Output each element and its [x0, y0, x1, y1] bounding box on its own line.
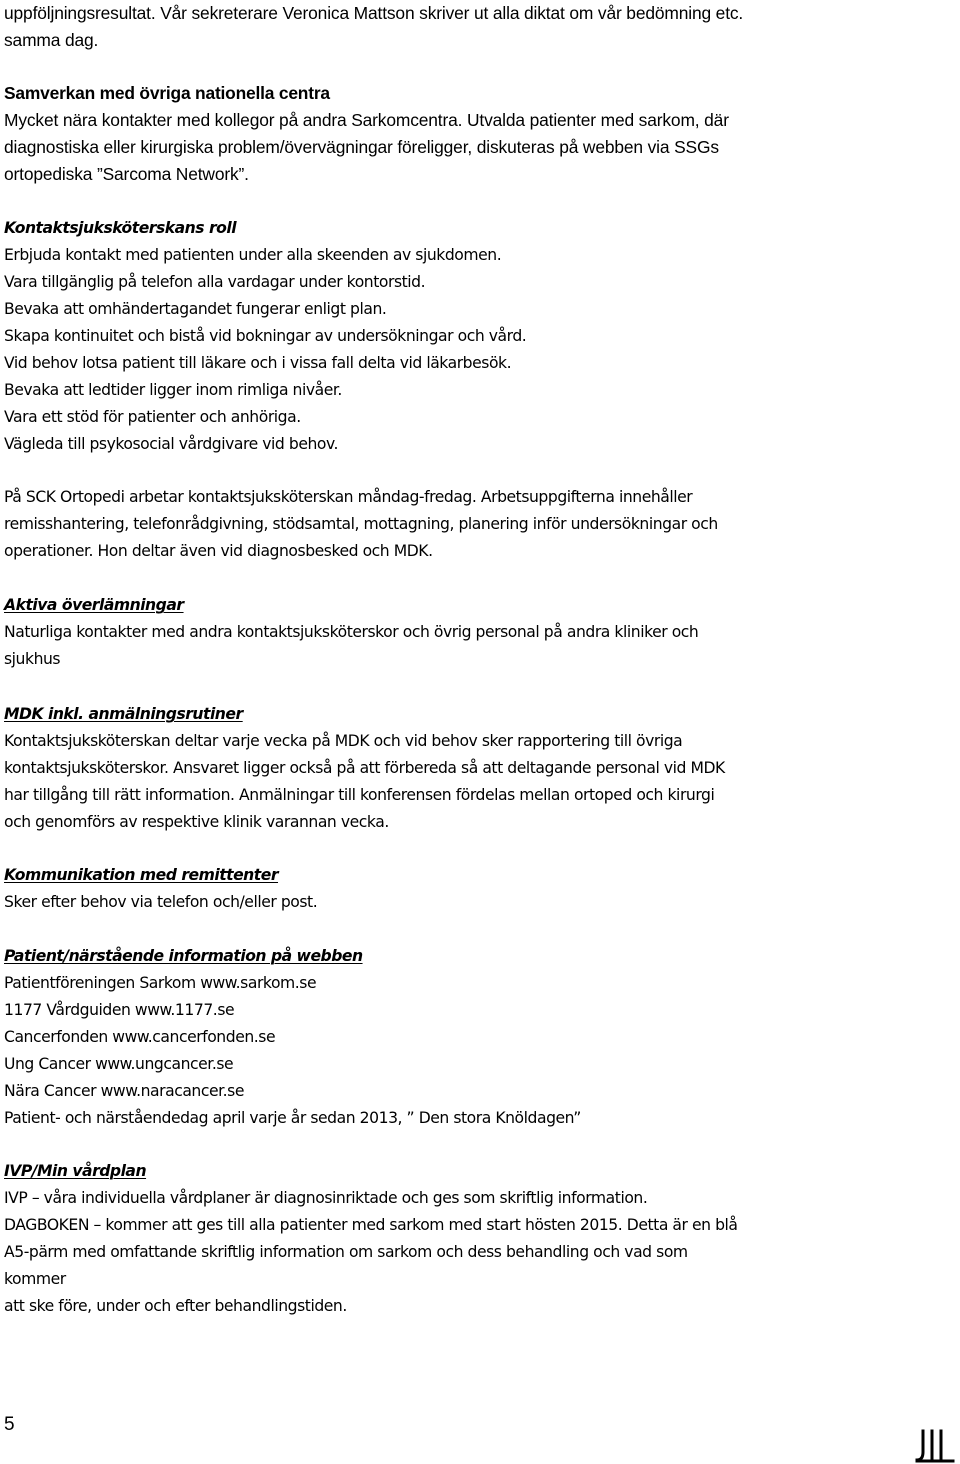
text-line: A5-pärm med omfattande skriftlig information om sarkom och dess behandling och vad som: [4, 1243, 688, 1261]
section-heading: Kommunikation med remittenter: [4, 866, 279, 884]
section-heading: Patient/närstående information på webben: [4, 947, 363, 965]
text-line: Vid behov lotsa patient till läkare och i vissa fall delta vid läkarbesök.: [4, 354, 512, 372]
text-line: Naturliga kontakter med andra kontaktsjuksköterskor och övrig personal på andra kliniker och: [4, 623, 699, 641]
text-line: kontaktsjuksköterskor. Ansvaret ligger också på att förbereda så att deltagande personal vid MDK: [4, 759, 725, 777]
section-heading: Kontaktsjuksköterskans roll: [4, 219, 237, 237]
text-line: Nära Cancer www.naracancer.se: [4, 1082, 244, 1100]
text-line: och genomförs av respektive klinik varannan vecka.: [4, 813, 389, 831]
text-line: 1177 Vårdguiden www.1177.se: [4, 1001, 235, 1019]
text-line: operationer. Hon deltar även vid diagnosbesked och MDK.: [4, 542, 433, 560]
text-line: IVP – våra individuella vårdplaner är diagnosinriktade och ges som skriftlig information.: [4, 1189, 648, 1207]
text-line: Vara tillgänglig på telefon alla vardagar under kontorstid.: [4, 273, 426, 291]
text-line: Patientföreningen Sarkom www.sarkom.se: [4, 974, 317, 992]
text-line: ortopediska ”Sarcoma Network”.: [4, 164, 249, 184]
section-heading: Samverkan med övriga nationella centra: [4, 83, 330, 103]
text-line: remisshantering, telefonrådgivning, stödsamtal, mottagning, planering inför undersökningar och: [4, 515, 718, 533]
text-line: Cancerfonden www.cancerfonden.se: [4, 1028, 276, 1046]
text-line: diagnostiska eller kirurgiska problem/övervägningar föreligger, diskuteras på webben via SSGs: [4, 137, 719, 157]
section-heading: Aktiva överlämningar: [4, 596, 184, 614]
text-line: Bevaka att omhändertagandet fungerar enligt plan.: [4, 300, 387, 318]
text-line: DAGBOKEN – kommer att ges till alla patienter med sarkom med start hösten 2015. Detta är en blå: [4, 1216, 738, 1234]
institution-logo-icon: [915, 1428, 955, 1464]
text-line: Erbjuda kontakt med patienten under alla skeenden av sjukdomen.: [4, 246, 502, 264]
text-line: På SCK Ortopedi arbetar kontaktsjuksköterskan måndag-fredag. Arbetsuppgifterna innehåller: [4, 488, 693, 506]
text-line: Mycket nära kontakter med kollegor på andra Sarkomcentra. Utvalda patienter med sarkom, där: [4, 110, 729, 130]
section-heading: MDK inkl. anmälningsrutiner: [4, 705, 243, 723]
text-line: Vägleda till psykosocial vårdgivare vid behov.: [4, 435, 339, 453]
text-line: Kontaktsjuksköterskan deltar varje vecka på MDK och vid behov sker rapportering till övriga: [4, 732, 683, 750]
text-line: samma dag.: [4, 30, 99, 50]
page-number: 5: [4, 1414, 15, 1435]
text-line: har tillgång till rätt information. Anmälningar till konferensen fördelas mellan ortoped och kirurgi: [4, 786, 715, 804]
section-heading: IVP/Min vårdplan: [4, 1162, 147, 1180]
text-line: uppföljningsresultat. Vår sekreterare Veronica Mattson skriver ut alla diktat om vår bedömning etc.: [4, 3, 744, 23]
text-line: Bevaka att ledtider ligger inom rimliga nivåer.: [4, 381, 342, 399]
text-line: Patient- och närståendedag april varje år sedan 2013, ” Den stora Knöldagen”: [4, 1109, 581, 1127]
text-line: att ske före, under och efter behandlingstiden.: [4, 1297, 347, 1315]
text-line: sjukhus: [4, 650, 61, 668]
text-line: Vara ett stöd för patienter och anhöriga.: [4, 408, 301, 426]
text-line: Ung Cancer www.ungcancer.se: [4, 1055, 234, 1073]
text-line: Sker efter behov via telefon och/eller post.: [4, 893, 318, 911]
text-line: kommer: [4, 1270, 66, 1288]
text-line: Skapa kontinuitet och bistå vid bokningar av undersökningar och vård.: [4, 327, 527, 345]
